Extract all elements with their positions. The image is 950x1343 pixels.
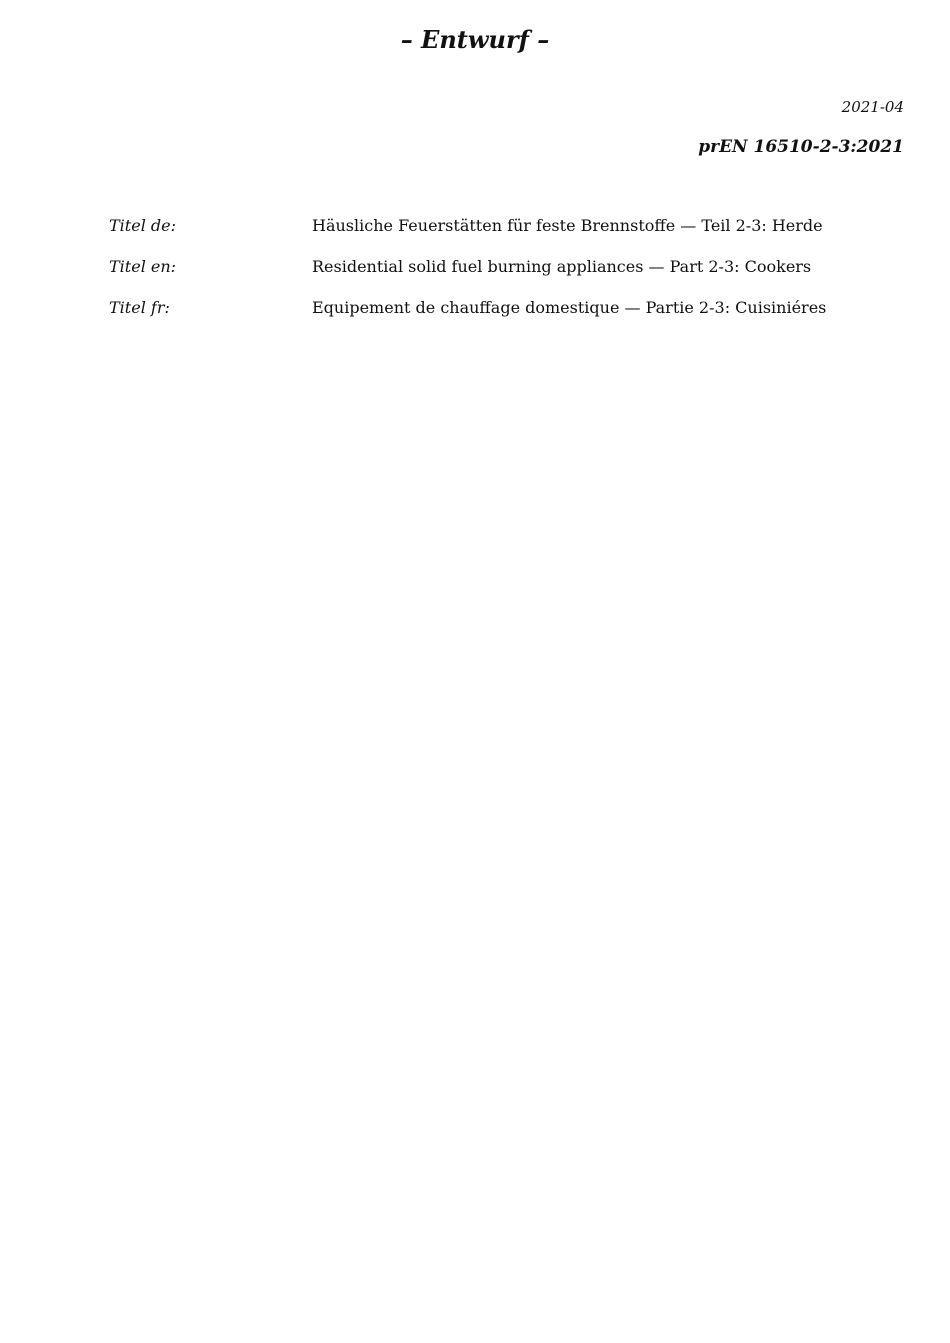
title-value-en: Residential solid fuel burning appliances — Part 2-3: Cookers: [312, 257, 812, 276]
title-row-fr: [109, 296, 909, 337]
title-value-fr: Equipement de chauffage domestique — Partie 2-3: Cuisiniéres: [312, 298, 827, 317]
title-label-fr: Titel fr:: [109, 298, 170, 317]
title-label-de: Titel de:: [109, 216, 176, 235]
title-table: [109, 214, 909, 337]
title-row-en: [109, 255, 909, 296]
title-row-de: [109, 214, 909, 255]
draft-heading: – Entwurf –: [400, 25, 550, 54]
title-label-en: Titel en:: [109, 257, 177, 276]
document-id: prEN 16510-2-3:2021: [698, 137, 904, 157]
title-value-de: Häusliche Feuerstätten für feste Brennstoffe — Teil 2-3: Herde: [312, 216, 823, 235]
document-date: 2021-04: [841, 98, 904, 116]
